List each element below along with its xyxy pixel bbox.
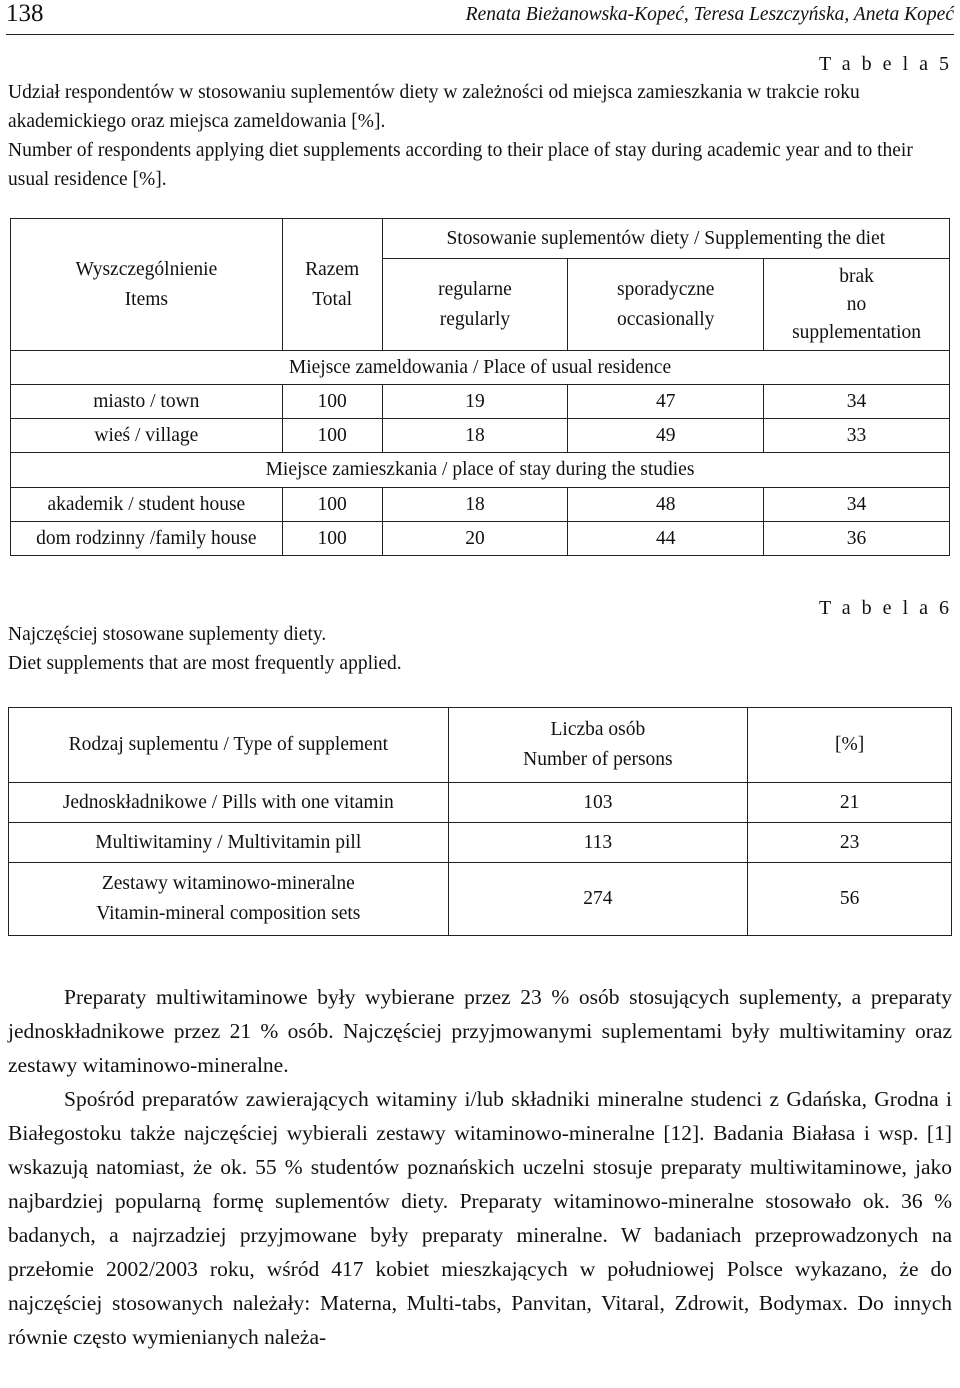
cell: 33 (764, 419, 950, 453)
cell: akademik / student house (11, 488, 283, 522)
cell: 103 (448, 783, 748, 823)
table5-head-none (764, 259, 950, 351)
table-row (9, 783, 952, 823)
head-occasional-pl: sporadyczne (616, 278, 715, 300)
row3-line1: Zestawy witaminowo-mineralne (101, 873, 355, 894)
cell: 44 (568, 522, 764, 556)
cell: 34 (764, 385, 950, 419)
head-none-en: no (846, 293, 867, 315)
table5-section-residence: Miejsce zameldowania / Place of usual residence (11, 351, 950, 385)
cell: Multiwitaminy / Multivitamin pill (9, 823, 449, 863)
head-regular-en: regularly (439, 308, 511, 330)
cell: miasto / town (11, 385, 283, 419)
page-header (6, 0, 954, 35)
table6-head-type: Rodzaj suplementu / Type of supplement (9, 708, 449, 783)
table6-caption (8, 620, 956, 678)
cell: dom rodzinny /family house (11, 522, 283, 556)
running-authors: Renata Bieżanowska-Kopeć, Teresa Leszczyńska, Aneta Kopeć (465, 4, 954, 25)
cell: 20 (382, 522, 568, 556)
table5-label: T a b e l a 5 (818, 53, 952, 75)
cell: 47 (568, 385, 764, 419)
paragraph-1: Preparaty multiwitaminowe były wybierane przez 23 % osób stosujących suplementy, a preparaty jednoskładnikowe przez 21 % osób. Najczęściej przyjmowanymi suplementami były multiwitaminy oraz zestawy witaminowo-mineralne. (8, 985, 952, 1077)
table6 (8, 707, 952, 936)
paragraph-2: Spośród preparatów zawierających witaminy i/lub składniki mineralne studenci z Gdańska, Grodna i Białegostoku także najczęściej wybierali zestawy witaminowo-mineralne [12]. Badania Białasa i wsp. [1] wskazują natomiast, że ok. 55 % studentów poznańskich uczelni stosuje preparaty multiwitaminowe, jako najbardziej popularną formę suplementów diety. Preparaty witaminowo-mineralne stosowało ok. 36 % badanych, a najrzadziej przyjmowane były preparaty mineralne. W badaniach przeprowadzonych na przełomie 2002/2003 roku, wśród 417 kobiet mieszkających w południowej Polsce wykazano, że do najczęściej stosowanych należały: Materna, Multi-tabs, Panvitan, Vitaral, Zdrowit, Bodymax. Do innych równie często wymienianych należa- (8, 1087, 952, 1349)
table5-head-group: Stosowanie suplementów diety / Supplementing the diet (382, 219, 949, 259)
cell: 23 (748, 823, 952, 863)
table-row (9, 823, 952, 863)
cell: 56 (748, 863, 952, 936)
table5-section-studies: Miejsce zamieszkania / place of stay during the studies (11, 453, 950, 488)
cell: wieś / village (11, 419, 283, 453)
cell: 100 (282, 385, 382, 419)
body-text (8, 980, 952, 1354)
table5-caption (8, 78, 956, 194)
table5-head-occasional (568, 259, 764, 351)
head-total-pl: Razem (305, 258, 360, 280)
table6-label: T a b e l a 6 (818, 597, 952, 619)
table-row (11, 488, 950, 522)
cell: 48 (568, 488, 764, 522)
table-row (11, 385, 950, 419)
head-none-en2: supplementation (792, 321, 921, 343)
table-row (9, 863, 952, 936)
head-occasional-en: occasionally (616, 308, 715, 330)
table6-caption-pl: Najczęściej stosowane suplementy diety. (8, 624, 327, 645)
table-row (11, 522, 950, 556)
head-none-pl: brak (839, 265, 874, 287)
cell (9, 863, 449, 936)
cell: 274 (448, 863, 748, 936)
cell: 113 (448, 823, 748, 863)
cell: 21 (748, 783, 952, 823)
cell: 18 (382, 488, 568, 522)
table5-head-total (282, 219, 382, 351)
table5-head-regular (382, 259, 568, 351)
table6-head-pct: [%] (748, 708, 952, 783)
head-items-en: Items (124, 288, 169, 310)
cell: 36 (764, 522, 950, 556)
table5-caption-pl: Udział respondentów w stosowaniu suplementów diety w zależności od miejsca zamieszkania w trakcie roku akademickiego oraz miejsca zameldowania [%]. (8, 82, 860, 132)
cell: 18 (382, 419, 568, 453)
head-items-pl: Wyszczególnienie (75, 258, 218, 280)
cell: 100 (282, 522, 382, 556)
page-number: 138 (6, 0, 44, 27)
head-count-en: Number of persons (523, 749, 673, 770)
head-total-en: Total (312, 288, 353, 310)
cell: 34 (764, 488, 950, 522)
cell: 100 (282, 419, 382, 453)
table6-caption-en: Diet supplements that are most frequently applied. (8, 653, 402, 674)
table6-head-count (448, 708, 748, 783)
head-regular-pl: regularne (438, 278, 512, 300)
head-count-pl: Liczba osób (550, 719, 646, 740)
cell: 19 (382, 385, 568, 419)
cell: 49 (568, 419, 764, 453)
table5-caption-en: Number of respondents applying diet supplements according to their place of stay during academic year and to their usual residence [%]. (8, 140, 913, 190)
table-row (11, 419, 950, 453)
cell: Jednoskładnikowe / Pills with one vitamin (9, 783, 449, 823)
row3-line2: Vitamin-mineral composition sets (96, 903, 361, 924)
cell: 100 (282, 488, 382, 522)
table5 (10, 218, 950, 556)
table5-head-items (11, 219, 283, 351)
